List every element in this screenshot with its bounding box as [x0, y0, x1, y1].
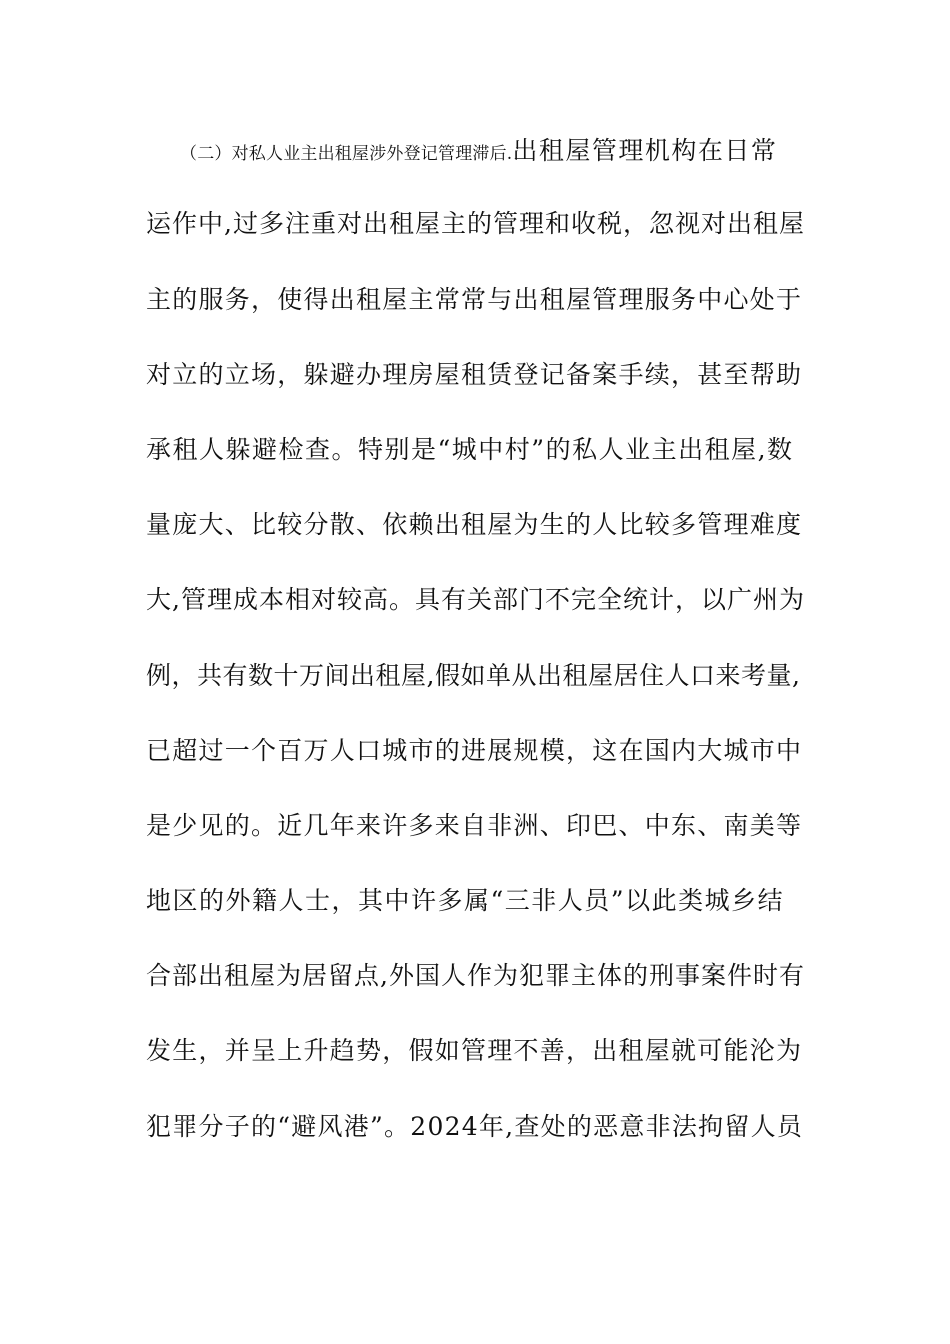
- paragraph-first-line: [180, 131, 810, 171]
- paragraph-line: 犯罪分子的“避风港”。2024年,查处的恶意非法拘留人员: [146, 1112, 804, 1141]
- paragraph-line: 已超过一个百万人口城市的进展规模，这在国内大城市中: [146, 736, 803, 765]
- paragraph-line: 发生，并呈上升趋势，假如管理不善，出租屋就可能沦为: [146, 1036, 803, 1065]
- paragraph-line: 主的服务，使得出租屋主常常与出租屋管理服务中心处于: [146, 285, 803, 314]
- paragraph-line: 承租人躲避检查。特别是“城中村”的私人业主出租屋,数: [146, 435, 794, 464]
- section-heading: （二）对私人业主出租屋涉外登记管理滞后.: [180, 144, 513, 164]
- paragraph-line: 对立的立场，躲避办理房屋租赁登记备案手续，甚至帮助: [146, 360, 803, 389]
- paragraph-line: 大,管理成本相对较高。具有关部门不完全统计，以广州为: [146, 585, 805, 614]
- paragraph-line: 地区的外籍人士，其中许多属“三非人员”以此类城乡结: [146, 886, 785, 915]
- paragraph-line: 运作中,过多注重对出租屋主的管理和收税，忽视对出租屋: [146, 209, 805, 238]
- paragraph-line: 量庞大、比较分散、依赖出租屋为生的人比较多管理难度: [146, 510, 803, 539]
- paragraph-line: 合部出租屋为居留点,外国人作为犯罪主体的刑事案件时有: [146, 961, 805, 990]
- paragraph-line: 是少见的。近几年来许多来自非洲、印巴、中东、南美等: [146, 811, 803, 840]
- paragraph-line: 例，共有数十万间出租屋,假如单从出租屋居住人口来考量,: [146, 661, 801, 690]
- paragraph-text: 出租屋管理机构在日常: [512, 136, 778, 165]
